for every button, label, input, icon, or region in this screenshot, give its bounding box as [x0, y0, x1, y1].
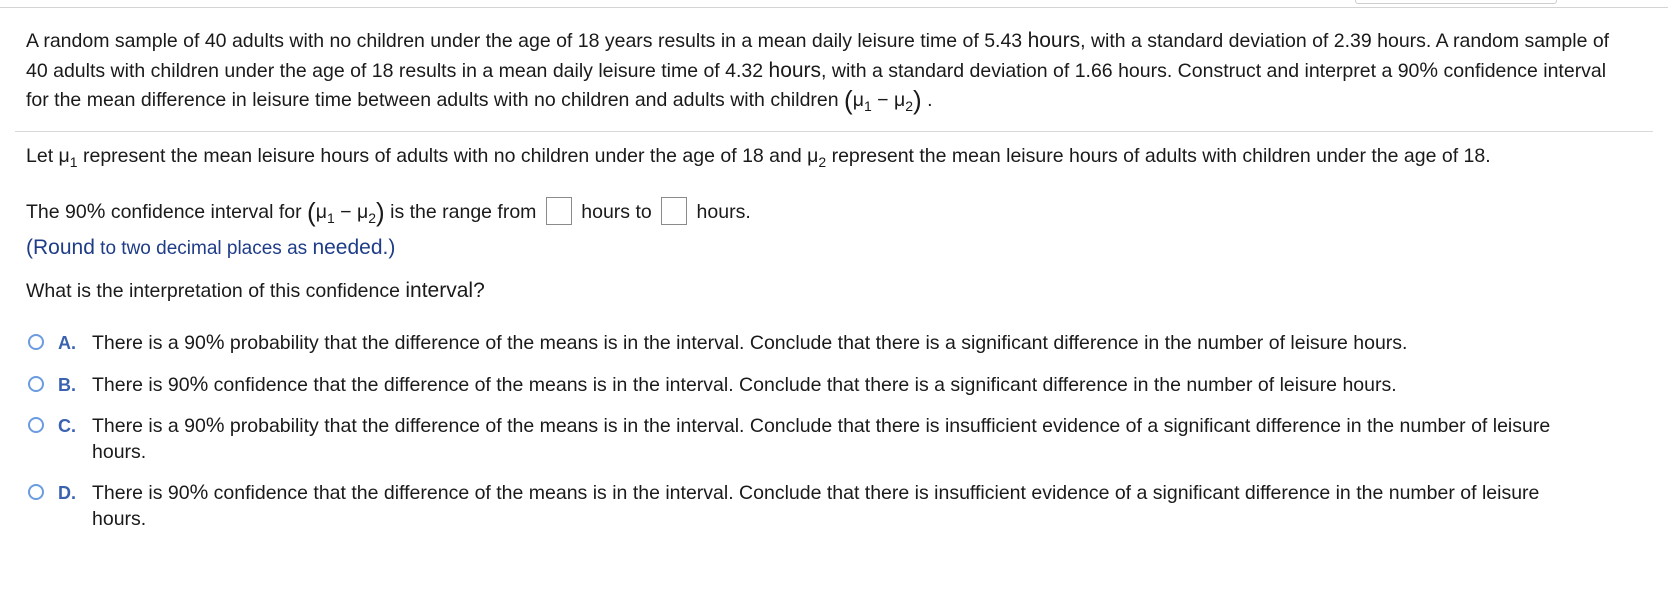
ci-minus: − — [334, 201, 357, 223]
option-a-letter: A. — [58, 333, 76, 353]
definition-sub1: 1 — [69, 154, 78, 170]
interpretation-interval: interval? — [405, 279, 485, 302]
question-close-paren: ) — [913, 85, 922, 115]
option-b-text — [92, 372, 1592, 398]
definition-middle: represent the mean leisure hours of adults with no children under the age of 18 and — [77, 145, 808, 167]
question-end: . — [921, 89, 933, 111]
ci-hours-end: hours. — [691, 201, 751, 223]
option-c-before: There is a 90 — [92, 415, 206, 437]
section-divider — [15, 131, 1653, 132]
option-d-letter: D. — [58, 483, 76, 503]
option-c-letter: C. — [58, 416, 76, 436]
top-border — [0, 7, 1668, 8]
question-sub1: 1 — [863, 98, 872, 114]
round-note-middle: to two decimal places as — [94, 238, 313, 259]
ci-mid: confidence interval for — [105, 201, 308, 223]
question-sub2: 2 — [905, 98, 914, 114]
ci-range-from: is the range from — [384, 201, 542, 223]
question-part2: , with a standard deviation of 2.39 hours. A random sample of 40 adults with children under the age of 18 results in a mean daily leisure time of 4.32 — [26, 30, 1610, 82]
definition-mu1: μ — [58, 145, 70, 167]
ci-hours-to: hours to — [575, 201, 658, 223]
option-d-radio[interactable] — [28, 484, 44, 500]
option-a-percent: % — [205, 331, 225, 354]
option-d-after: confidence that the difference of the means is in the interval. Conclude that there is insufficient evidence of a significant difference in the number of leisure hours. — [92, 482, 1540, 530]
ci-percent: % — [86, 200, 106, 223]
ci-sub1: 1 — [326, 210, 335, 226]
ci-close-paren: ) — [376, 197, 385, 227]
definition-let: Let — [26, 145, 59, 167]
round-note — [26, 234, 395, 263]
option-c-after: probability that the difference of the means is in the interval. Conclude that there is insufficient evidence of a significant difference in the number of leisure hours. — [92, 415, 1551, 463]
option-c-text — [92, 413, 1592, 465]
question-hours1: hours — [1027, 29, 1081, 52]
option-b-letter: B. — [58, 375, 76, 395]
ci-sub2: 2 — [368, 210, 377, 226]
question-hours2: hours — [768, 59, 822, 82]
ci-prefix: The 90 — [26, 201, 87, 223]
confidence-interval-line — [26, 196, 751, 234]
question-open-paren: ( — [844, 85, 853, 115]
definition-mu2: μ — [807, 145, 819, 167]
option-b-radio[interactable] — [28, 376, 44, 392]
option-a-radio[interactable] — [28, 334, 44, 350]
option-a-text — [92, 330, 1592, 356]
question-mu1: μ — [852, 89, 864, 111]
definition-text — [26, 141, 1646, 177]
interpretation-text: What is the interpretation of this confidence — [26, 280, 406, 302]
option-c-percent: % — [205, 414, 225, 437]
ci-mu2: μ — [356, 201, 369, 223]
option-c-radio[interactable] — [28, 417, 44, 433]
option-b-after: confidence that the difference of the means is in the interval. Conclude that there is a significant difference in the number of leisure hours. — [208, 374, 1397, 396]
option-d-percent: % — [189, 481, 209, 504]
ci-open-paren: ( — [307, 197, 316, 227]
question-part4: confidence interval for the mean difference in leisure time between adults with no children and adults with children — [26, 60, 1607, 111]
ci-mu1: μ — [315, 201, 327, 223]
option-a-before: There is a 90 — [92, 332, 206, 354]
top-tab-edge — [1355, 0, 1557, 4]
option-b-percent: % — [189, 373, 209, 396]
option-d-before: There is 90 — [92, 482, 190, 504]
definition-sub2: 2 — [818, 154, 827, 170]
lower-bound-input[interactable] — [546, 197, 572, 225]
question-percent: % — [1419, 59, 1439, 82]
round-note-needed: needed.) — [312, 236, 396, 259]
definition-tail: represent the mean leisure hours of adults with children under the age of 18. — [826, 145, 1491, 167]
interpretation-question — [26, 277, 485, 305]
question-part1: A random sample of 40 adults with no children under the age of 18 years results in a mean daily leisure time of 5.43 — [26, 30, 1028, 52]
option-d-text — [92, 480, 1592, 532]
question-text — [26, 26, 1626, 121]
question-mu2: μ — [893, 89, 906, 111]
question-part3: , with a standard deviation of 1.66 hours. Construct and interpret a 90 — [821, 60, 1420, 82]
option-a-after: probability that the difference of the means is in the interval. Conclude that there is a significant difference in the number of leisure hours. — [224, 332, 1408, 354]
upper-bound-input[interactable] — [661, 197, 687, 225]
round-note-round: (Round — [26, 236, 95, 259]
option-b-before: There is 90 — [92, 374, 190, 396]
question-minus: − — [871, 89, 894, 111]
